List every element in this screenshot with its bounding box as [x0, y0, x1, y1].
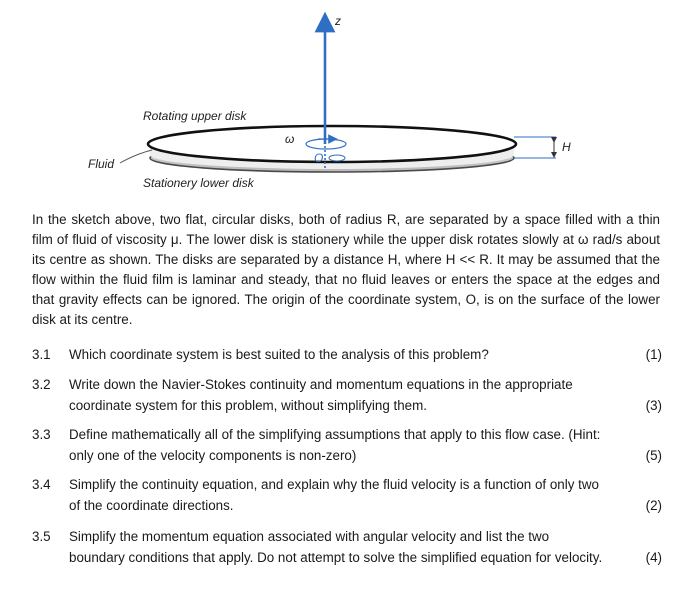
origin-label: O	[314, 151, 324, 165]
question-text: Write down the Navier-Stokes continuity and momentum equations in the appropriate coordinate system for this problem, without simplifying them.	[69, 377, 573, 413]
fluid-leader	[120, 150, 152, 163]
question-number: 3.1	[32, 347, 51, 362]
question-marks: (2)	[645, 497, 662, 513]
question-3-2	[32, 375, 662, 416]
question-text: Simplify the momentum equation associated with angular velocity and list the two boundary conditions that apply. Do not attempt to solve the simplified equation for velocity.	[69, 529, 603, 565]
question-3-1	[32, 345, 662, 365]
question-number: 3.4	[32, 477, 51, 492]
question-3-5	[32, 527, 662, 568]
question-marks: (5)	[645, 447, 662, 463]
question-text: Which coordinate system is best suited to the analysis of this problem?	[69, 347, 489, 362]
question-number: 3.3	[32, 427, 51, 442]
gap-label: H	[562, 140, 571, 154]
lower-disk-label: Stationery lower disk	[143, 176, 254, 190]
question-marks: (1)	[645, 347, 662, 362]
question-3-4	[32, 475, 662, 516]
z-axis-label: z	[335, 14, 341, 28]
disk-diagram	[0, 0, 695, 200]
question-marks: (3)	[645, 397, 662, 413]
gap-indicator	[514, 137, 556, 158]
question-marks: (4)	[645, 549, 662, 565]
question-number: 3.2	[32, 377, 51, 392]
upper-disk-label: Rotating upper disk	[143, 109, 247, 123]
fluid-label: Fluid	[88, 157, 115, 171]
question-text: Simplify the continuity equation, and explain why the fluid velocity is a function of only two of the coordinate directions.	[69, 477, 599, 513]
question-3-3	[32, 425, 662, 466]
problem-statement: In the sketch above, two flat, circular disks, both of radius R, are separated by a space filled with a thin film of fluid of viscosity μ. The lower disk is stationery while the upper disk rotates slowly at ω rad/s about its centre as shown. The disks are separated by a distance H, where H << R. It may be assumed that the flow within the fluid film is laminar and steady, that no fluid leaves or enters the space at the edges and that gravity effects can be ignored. The origin of the coordinate system, O, is on the surface of the lower disk at its centre.	[32, 212, 660, 327]
upper-disk	[148, 126, 516, 162]
omega-label: ω	[285, 132, 295, 146]
question-number: 3.5	[32, 529, 51, 544]
question-text: Define mathematically all of the simplifying assumptions that apply to this flow case. (Hint: only one of the velocity components is non-zero)	[69, 427, 601, 463]
